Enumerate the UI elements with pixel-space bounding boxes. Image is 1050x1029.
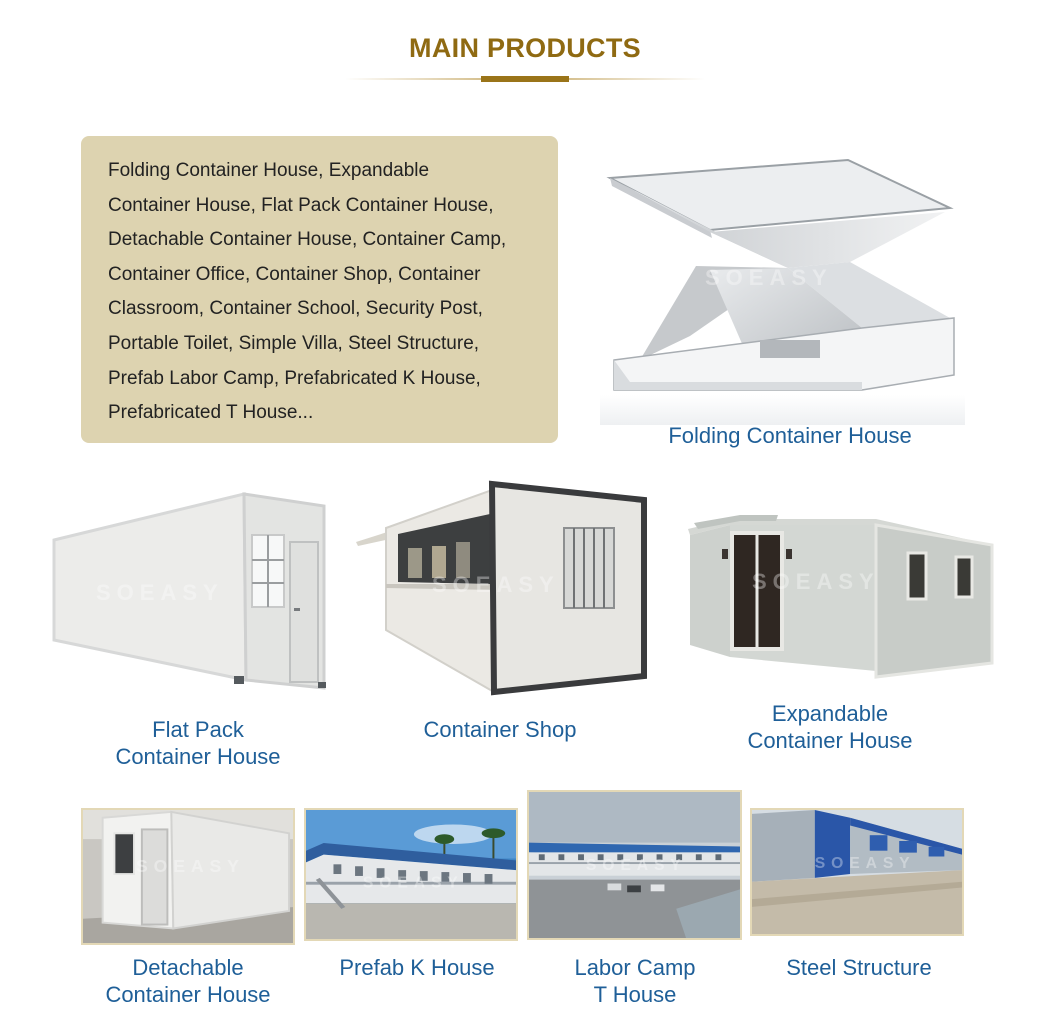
description-line: Prefab Labor Camp, Prefabricated K House, [108, 367, 481, 389]
detachable-container-house-label[interactable]: Detachable Container House [105, 955, 271, 1007]
watermark: SOEASY [96, 580, 224, 605]
description-line: Classroom, Container School, Security Post, [108, 298, 483, 320]
products-description-text [108, 154, 538, 431]
flat-pack-container-house-label[interactable]: Flat Pack Container House [115, 717, 281, 769]
detachable-container-house-photo[interactable] [81, 808, 295, 945]
watermark: SOEASY [135, 856, 245, 877]
container-shop-photo[interactable] [352, 480, 648, 702]
labor-camp-t-house-label[interactable]: Labor Camp T House [574, 955, 696, 1007]
description-line: Container Office, Container Shop, Container [108, 263, 481, 285]
watermark: SOEASY [705, 265, 833, 290]
folding-container-house-label[interactable]: Folding Container House [668, 423, 912, 448]
description-line: Detachable Container House, Container Camp, [108, 229, 507, 251]
watermark: SOEASY [585, 856, 687, 874]
page-title: MAIN PRODUCTS [409, 33, 641, 63]
prefab-k-house-label[interactable]: Prefab K House [339, 955, 495, 980]
steel-structure-photo[interactable] [750, 808, 964, 936]
watermark: SOEASY [362, 874, 464, 892]
description-line: Container House, Flat Pack Container House, [108, 194, 494, 216]
description-line: Prefabricated T House... [108, 402, 314, 424]
description-line: Folding Container House, Expandable [108, 160, 430, 181]
title-accent-bar [481, 76, 569, 82]
watermark: SOEASY [752, 569, 880, 594]
container-shop-label[interactable]: Container Shop [423, 717, 577, 742]
products-description-box [81, 136, 558, 443]
description-line: Portable Toilet, Simple Villa, Steel Structure, [108, 332, 480, 354]
watermark: SOEASY [814, 855, 916, 873]
flat-pack-container-house-photo[interactable] [48, 480, 338, 705]
expandable-container-house-photo[interactable] [680, 505, 998, 685]
watermark: SOEASY [432, 572, 560, 597]
steel-structure-label[interactable]: Steel Structure [786, 955, 932, 980]
prefab-k-house-photo[interactable] [304, 808, 518, 941]
labor-camp-t-house-photo[interactable] [527, 790, 742, 940]
folding-container-house-photo[interactable] [600, 150, 965, 425]
expandable-container-house-label[interactable]: Expandable Container House [747, 701, 913, 753]
